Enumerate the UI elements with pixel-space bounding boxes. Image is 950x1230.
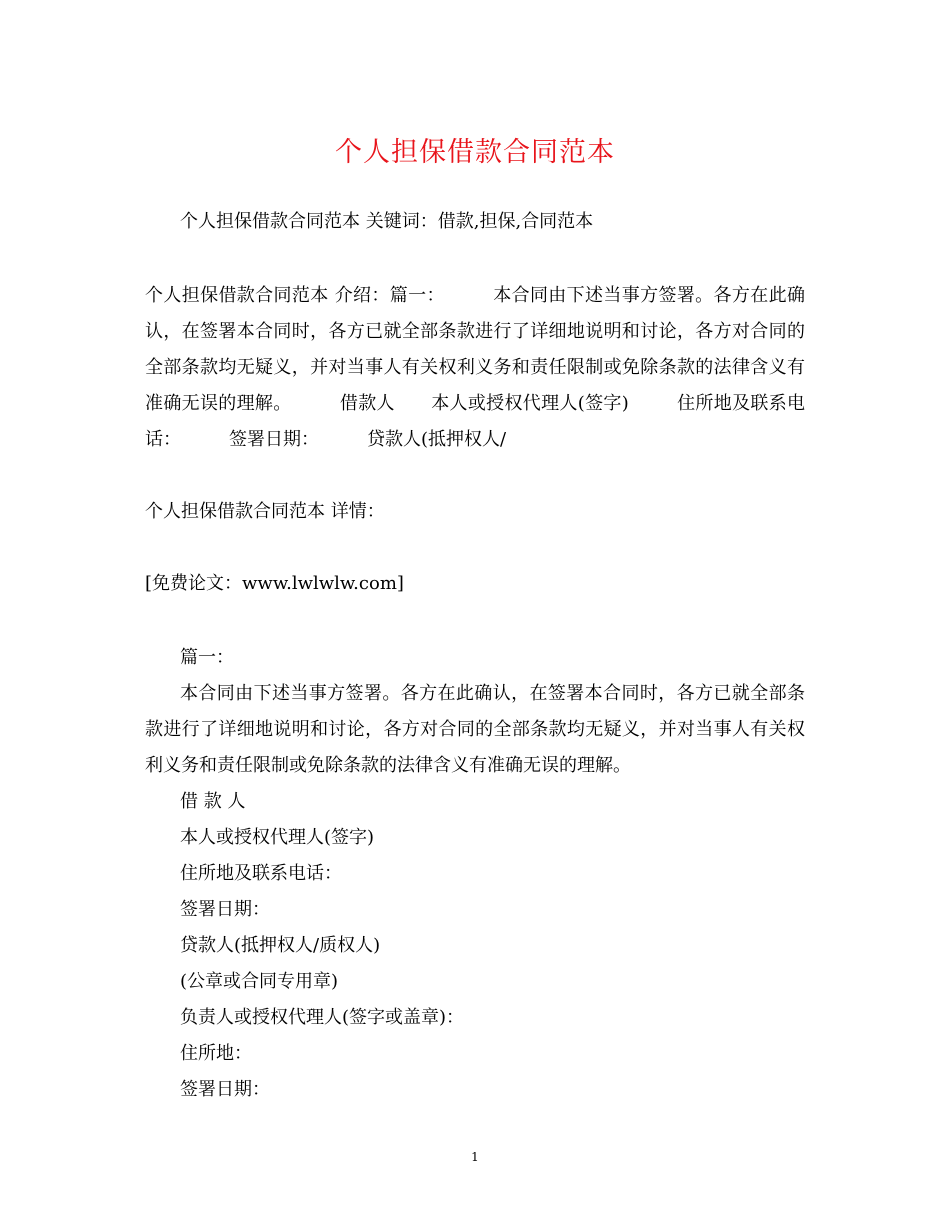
intro-lender: 贷款人(抵押权人/ bbox=[367, 429, 507, 450]
details-line: 个人担保借款合同范本 详情： bbox=[145, 501, 385, 522]
list-item: 住所地及联系电话： bbox=[180, 863, 342, 884]
page-number: 1 bbox=[471, 1150, 479, 1164]
intro-label: 个人担保借款合同范本 介绍：篇一： bbox=[145, 285, 445, 306]
intro-address-phone-b: 系电话： bbox=[145, 393, 806, 450]
list-item: 负责人或授权代理人(签字或盖章)： bbox=[180, 1007, 465, 1028]
document-title: 个人担保借款合同范本 bbox=[335, 137, 615, 168]
list-item: 住所地： bbox=[180, 1043, 252, 1064]
keywords-line: 个人担保借款合同范本 关键词：借款,担保,合同范本 bbox=[180, 211, 594, 232]
intro-address-phone-a: 住所地及联 bbox=[676, 393, 769, 414]
free-paper-link: [免费论文：www.lwlwlw.com] bbox=[145, 573, 404, 594]
intro-paragraph bbox=[145, 278, 805, 458]
section-heading: 篇一： bbox=[180, 647, 234, 668]
intro-borrower: 借款人 bbox=[339, 393, 395, 414]
list-item: 借 款 人 bbox=[180, 791, 246, 812]
list-item: 本人或授权代理人(签字) bbox=[180, 827, 375, 848]
section-paragraph: 本合同由下述当事方签署。各方在此确认，在签署本合同时，各方已就全部条款进行了详细地说明和讨论，各方对合同的全部条款均无疑义，并对当事人有关权利义务和责任限制或免除条款的法律含义有准确无误的理解。 bbox=[145, 683, 805, 776]
list-item: (公章或合同专用章) bbox=[180, 971, 339, 992]
list-item: 贷款人(抵押权人/质权人) bbox=[180, 935, 381, 956]
intro-signer: 本人或授权代理人(签字) bbox=[430, 393, 629, 414]
list-item: 签署日期： bbox=[180, 1079, 270, 1100]
list-item: 签署日期： bbox=[180, 899, 270, 920]
intro-text: 本合同由下述当事方签署。各方在此确认，在签署本合同时，各方已就全部条款进行了详细地说明和讨论，各方对合同的全部条款均无疑义，并对当事人有关权利义务和责任限制或免除条款的法律含义有准确无误的理解。 bbox=[145, 285, 805, 414]
intro-sign-date: 签署日期： bbox=[229, 429, 319, 450]
